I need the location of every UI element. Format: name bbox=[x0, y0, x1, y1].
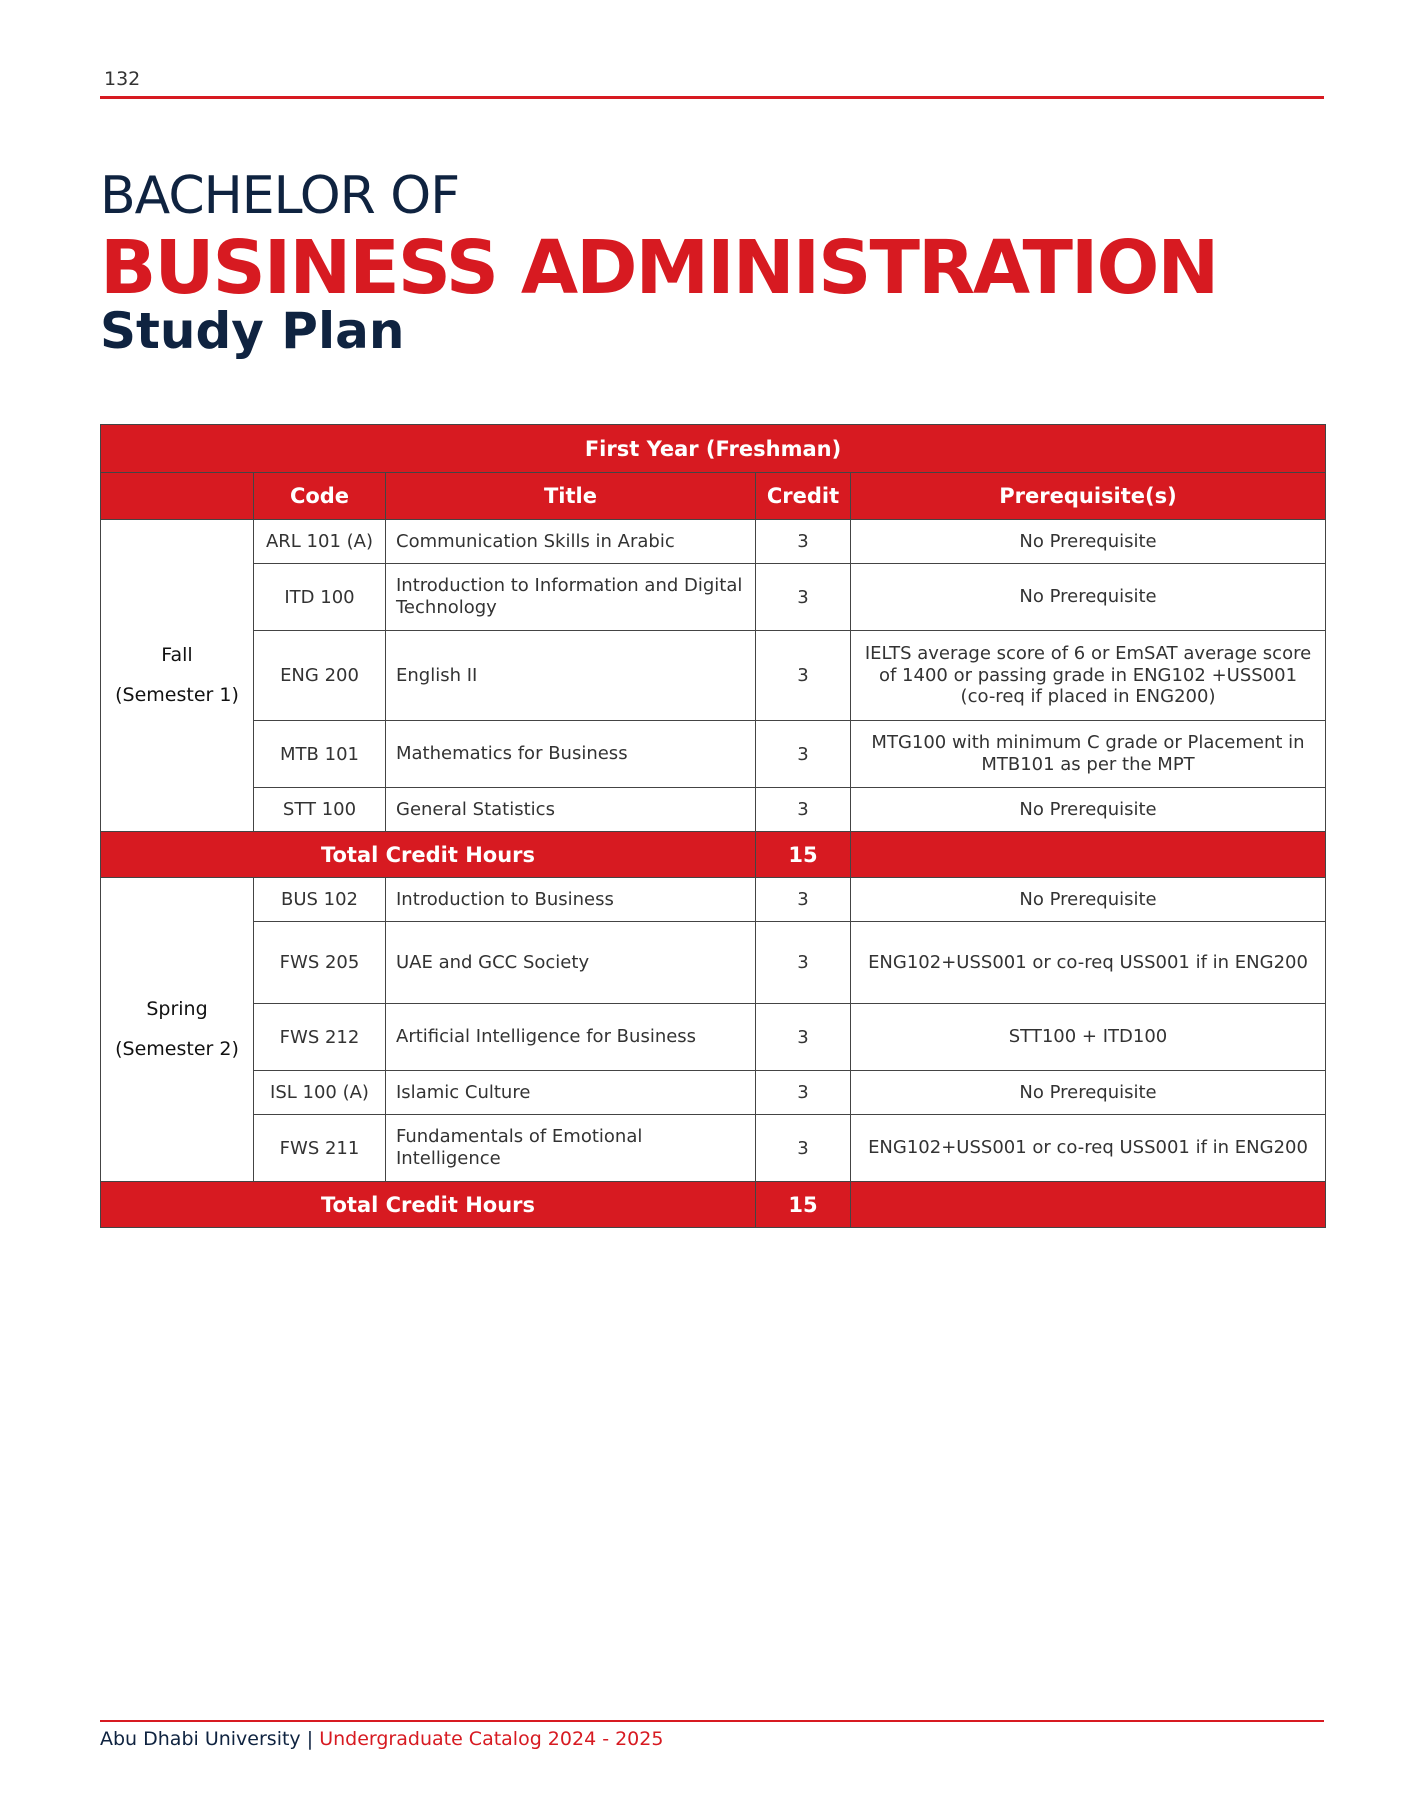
fall-total-row bbox=[101, 832, 1326, 878]
column-header-row bbox=[101, 473, 1326, 520]
course-title: Islamic Culture bbox=[386, 1071, 756, 1115]
column-header-prerequisites: Prerequisite(s) bbox=[851, 473, 1326, 520]
course-prerequisite: STT100 + ITD100 bbox=[851, 1004, 1326, 1071]
column-header-title: Title bbox=[386, 473, 756, 520]
course-prerequisite: No Prerequisite bbox=[851, 788, 1326, 832]
course-title: Artificial Intelligence for Business bbox=[386, 1004, 756, 1071]
course-prerequisite: ENG102+USS001 or co-req USS001 if in ENG200 bbox=[851, 1115, 1326, 1182]
course-prerequisite: No Prerequisite bbox=[851, 878, 1326, 922]
heading-study-plan: Study Plan bbox=[100, 302, 405, 360]
course-prerequisite: No Prerequisite bbox=[851, 1071, 1326, 1115]
heading-program-name: BUSINESS ADMINISTRATION bbox=[100, 225, 1218, 311]
column-header-credit: Credit bbox=[756, 473, 851, 520]
table-row bbox=[101, 564, 1326, 631]
course-code: FWS 205 bbox=[254, 922, 386, 1004]
course-prerequisite: MTG100 with minimum C grade or Placement in MTB101 as per the MPT bbox=[851, 721, 1326, 788]
total-credit-value: 15 bbox=[756, 832, 851, 878]
course-title: UAE and GCC Society bbox=[386, 922, 756, 1004]
footer-divider bbox=[100, 1720, 1324, 1722]
course-code: BUS 102 bbox=[254, 878, 386, 922]
course-code: STT 100 bbox=[254, 788, 386, 832]
course-code: ISL 100 (A) bbox=[254, 1071, 386, 1115]
page-number: 132 bbox=[104, 68, 141, 90]
course-prerequisite: No Prerequisite bbox=[851, 564, 1326, 631]
course-credit: 3 bbox=[756, 878, 851, 922]
course-code: ENG 200 bbox=[254, 631, 386, 721]
course-credit: 3 bbox=[756, 520, 851, 564]
course-title: Communication Skills in Arabic bbox=[386, 520, 756, 564]
heading-degree-prefix: BACHELOR OF bbox=[100, 166, 460, 226]
course-credit: 3 bbox=[756, 788, 851, 832]
footer-university: Abu Dhabi University bbox=[100, 1728, 301, 1750]
footer-separator: | bbox=[306, 1728, 314, 1750]
course-credit: 3 bbox=[756, 564, 851, 631]
total-credit-value: 15 bbox=[756, 1182, 851, 1228]
table-row bbox=[101, 721, 1326, 788]
semester-cell-spring bbox=[101, 878, 254, 1182]
year-header-row bbox=[101, 425, 1326, 473]
course-title: General Statistics bbox=[386, 788, 756, 832]
course-title: Mathematics for Business bbox=[386, 721, 756, 788]
spring-total-row bbox=[101, 1182, 1326, 1228]
total-credit-label: Total Credit Hours bbox=[101, 832, 756, 878]
table-row bbox=[101, 520, 1326, 564]
table-row bbox=[101, 878, 1326, 922]
table-row bbox=[101, 1004, 1326, 1071]
course-code: ARL 101 (A) bbox=[254, 520, 386, 564]
table-row bbox=[101, 1071, 1326, 1115]
footer-catalog: Undergraduate Catalog 2024 - 2025 bbox=[319, 1728, 664, 1750]
year-title: First Year (Freshman) bbox=[101, 425, 1326, 473]
table-row bbox=[101, 788, 1326, 832]
semester-label: (Semester 2) bbox=[115, 1037, 239, 1060]
table-row bbox=[101, 631, 1326, 721]
course-title: Introduction to Information and Digital Technology bbox=[386, 564, 756, 631]
column-header-code: Code bbox=[254, 473, 386, 520]
total-empty-cell bbox=[851, 832, 1326, 878]
study-plan-table bbox=[100, 424, 1326, 1228]
footer bbox=[100, 1728, 663, 1750]
total-empty-cell bbox=[851, 1182, 1326, 1228]
course-credit: 3 bbox=[756, 1071, 851, 1115]
course-credit: 3 bbox=[756, 721, 851, 788]
course-prerequisite: ENG102+USS001 or co-req USS001 if in ENG200 bbox=[851, 922, 1326, 1004]
column-header-semester bbox=[101, 473, 254, 520]
table-row bbox=[101, 922, 1326, 1004]
table-row bbox=[101, 1115, 1326, 1182]
semester-name: Fall bbox=[161, 643, 193, 666]
course-title: Introduction to Business bbox=[386, 878, 756, 922]
semester-label: (Semester 1) bbox=[115, 683, 239, 706]
course-title: Fundamentals of Emotional Intelligence bbox=[386, 1115, 756, 1182]
course-credit: 3 bbox=[756, 1115, 851, 1182]
course-credit: 3 bbox=[756, 1004, 851, 1071]
total-credit-label: Total Credit Hours bbox=[101, 1182, 756, 1228]
course-code: MTB 101 bbox=[254, 721, 386, 788]
course-prerequisite: No Prerequisite bbox=[851, 520, 1326, 564]
semester-cell-fall bbox=[101, 520, 254, 832]
course-prerequisite: IELTS average score of 6 or EmSAT average score of 1400 or passing grade in ENG102 +USS001 (co-req if placed in ENG200) bbox=[851, 631, 1326, 721]
header-divider bbox=[100, 96, 1324, 99]
semester-name: Spring bbox=[146, 997, 208, 1020]
course-credit: 3 bbox=[756, 631, 851, 721]
course-code: ITD 100 bbox=[254, 564, 386, 631]
course-credit: 3 bbox=[756, 922, 851, 1004]
course-title: English II bbox=[386, 631, 756, 721]
course-code: FWS 212 bbox=[254, 1004, 386, 1071]
course-code: FWS 211 bbox=[254, 1115, 386, 1182]
